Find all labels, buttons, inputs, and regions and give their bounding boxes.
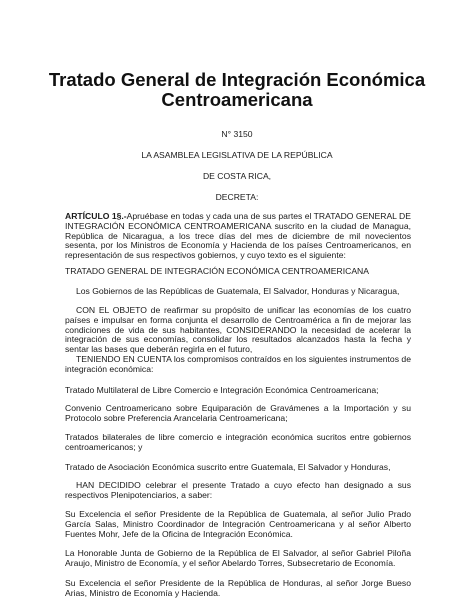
guatemala-plenipotentiaries: Su Excelencia el señor Presidente de la República de Guatemala, al señor Julio Prado García Salas, Ministro Coordinador de Integración Centroamericana y al señor Alberto Fuentes Mohr, Jefe de la Oficina de Integración Económica. bbox=[65, 509, 411, 539]
el-salvador-plenipotentiaries: La Honorable Junta de Gobierno de la República de El Salvador, al señor Gabriel Piloña Araujo, Ministro de Economía, y el señor Abelardo Torres, Subsecretario de Economía. bbox=[65, 548, 411, 568]
article-text: Apruébase en todas y cada una de sus partes el TRATADO GENERAL DE INTEGRACIÓN ECONÓMICA CENTROAMERICANA suscrito en la ciudad de Managua, República de Nicaragua, a los trece días del mes de diciembre de mil novecientos sesenta, por los Ministros de Economía y Hacienda de los países Centroamericanos, en representación de sus respectivos gobiernos, y cuyo texto es el siguiente: bbox=[65, 211, 411, 261]
document-title bbox=[0, 70, 474, 110]
treaty-heading: TRATADO GENERAL DE INTEGRACIÓN ECONÓMICA CENTROAMERICANA bbox=[65, 266, 369, 276]
law-number: N° 3150 bbox=[221, 129, 253, 139]
instrument-4: Tratado de Asociación Económica suscrito entre Guatemala, El Salvador y Honduras, bbox=[65, 462, 391, 472]
decreta-heading: DECRETA: bbox=[215, 192, 259, 202]
title-line-1: Tratado General de Integración Económica bbox=[48, 69, 426, 90]
governments-paragraph: Los Gobiernos de las Repúblicas de Guatemala, El Salvador, Honduras y Nicaragua, bbox=[76, 286, 400, 296]
instrument-2: Convenio Centroamericano sobre Equiparación de Gravámenes a la Importación y su Protocolo sobre Preferencia Arancelaria Centroamericana; bbox=[65, 403, 411, 423]
decidido-paragraph: HAN DECIDIDO celebrar el presente Tratado a cuyo efecto han designado a sus respectivos Plenipotenciarios, a saber: bbox=[65, 480, 411, 500]
assembly-heading: LA ASAMBLEA LEGISLATIVA DE LA REPÚBLICA bbox=[141, 150, 333, 160]
instrument-3: Tratados bilaterales de libre comercio e integración económica sucritos entre gobiernos centroamericanos; y bbox=[65, 432, 411, 452]
country-heading: DE COSTA RICA, bbox=[202, 171, 272, 181]
objeto-paragraph: CON EL OBJETO de reafirmar su propósito de unificar las economías de los cuatro países e impulsar en forma conjunta el desarrollo de Centroamérica a fin de mejorar las condiciones de vida de sus habitantes, CONSIDERANDO la necesidad de acelerar la integración de sus economías, consolidar los resultados alcanzados hasta la fecha y sentar las bases que deberán regirla en el futuro, bbox=[65, 305, 411, 355]
teniendo-paragraph: TENIENDO EN CUENTA los compromisos contraídos en los siguientes instrumentos de integración económica: bbox=[65, 354, 411, 374]
honduras-plenipotentiaries: Su Excelencia el señor Presidente de la República de Honduras, al señor Jorge Bueso Arias, Ministro de Economía y Hacienda. bbox=[65, 578, 411, 598]
instrument-1: Tratado Multilateral de Libre Comercio e Integración Económica Centroamericana; bbox=[65, 385, 379, 395]
article-label: ARTÍCULO 1§.- bbox=[65, 211, 127, 221]
article-1 bbox=[65, 212, 411, 261]
title-line-2: Centroamericana bbox=[161, 89, 313, 110]
